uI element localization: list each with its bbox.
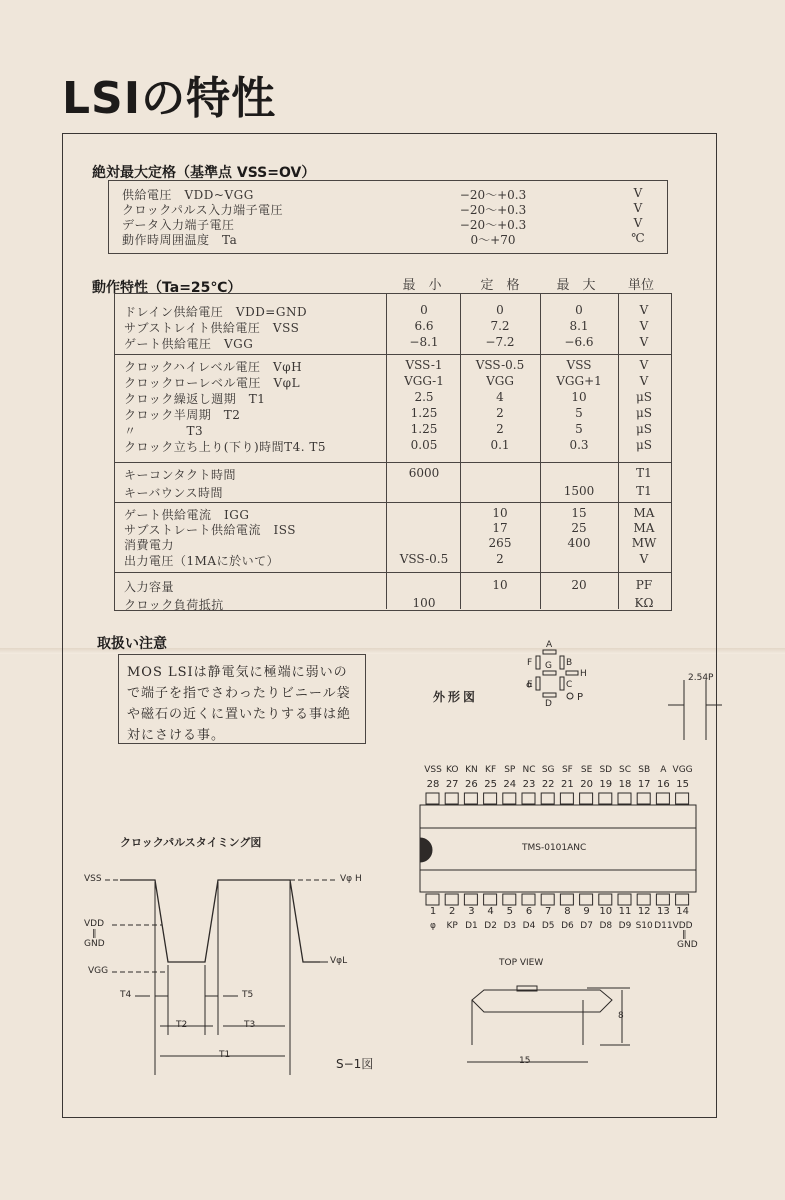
abs-max-value: −20〜+0.3 bbox=[459, 218, 527, 232]
bottom-pin bbox=[618, 894, 631, 905]
op-unit-value: V bbox=[639, 303, 649, 317]
abs-max-unit: ℃ bbox=[631, 231, 645, 245]
bottom-pin bbox=[676, 894, 689, 905]
op-unit-value: MW bbox=[631, 536, 657, 550]
op-typ-value: 10 bbox=[492, 578, 508, 592]
op-typ-value: 0.1 bbox=[490, 438, 510, 452]
timing-waveform bbox=[105, 880, 338, 1075]
t2-label: T2 bbox=[176, 1020, 188, 1030]
bottom-pin-name: D5 bbox=[541, 921, 555, 931]
top-pin bbox=[599, 793, 612, 804]
op-unit-value: V bbox=[639, 358, 649, 372]
col-unit-header: 単位 bbox=[627, 278, 654, 293]
top-view-label: TOP VIEW bbox=[499, 958, 544, 968]
op-typ-value: 4 bbox=[496, 390, 504, 404]
abs-max-unit: V bbox=[633, 186, 643, 200]
op-unit-value: μS bbox=[635, 438, 653, 452]
top-pin-number: 19 bbox=[599, 779, 613, 790]
bottom-pin-number: 1 bbox=[429, 906, 437, 917]
bottom-pin bbox=[484, 894, 497, 905]
top-view-width: 15 bbox=[519, 1056, 531, 1066]
op-min-value: VGG-1 bbox=[404, 374, 444, 388]
col-max-header: 最 大 bbox=[556, 278, 596, 293]
t5-label: T5 bbox=[242, 990, 254, 1000]
gnd-label: GND bbox=[84, 939, 105, 949]
segment-letter-c: C bbox=[566, 680, 573, 690]
bottom-pin bbox=[464, 894, 477, 905]
t3-label: T3 bbox=[244, 1020, 256, 1030]
bottom-pin-number: 3 bbox=[468, 906, 475, 917]
top-view-height: 8 bbox=[618, 1011, 624, 1021]
op-unit-value: V bbox=[639, 319, 649, 333]
top-pin bbox=[522, 793, 535, 804]
top-pin-name: SF bbox=[561, 765, 573, 775]
op-typ-value: VGG bbox=[486, 374, 514, 388]
bottom-pin bbox=[637, 894, 650, 905]
top-pin-name: SC bbox=[619, 765, 631, 775]
op-typ-value: 2 bbox=[496, 406, 504, 420]
top-pin bbox=[656, 793, 669, 804]
page-title: LSIの特性 bbox=[62, 73, 277, 124]
op-param-label: クロックハイレベル電圧 VφH bbox=[124, 360, 303, 374]
op-param-label: キーコンタクト時間 bbox=[124, 468, 237, 482]
segment-letter-d: D bbox=[545, 699, 552, 709]
op-max-value: 5 bbox=[575, 422, 583, 436]
top-pin-name: NC bbox=[522, 765, 536, 775]
op-param-label: クロック半周期 T2 bbox=[124, 408, 241, 422]
vdd-gnd-eq: ‖ bbox=[92, 929, 97, 939]
top-pin bbox=[618, 793, 631, 804]
bottom-pin bbox=[656, 894, 669, 905]
op-param-label: サブストレイト供給電圧 VSS bbox=[124, 321, 300, 335]
top-pin-name: A bbox=[660, 765, 667, 775]
bottom-pin-number: 8 bbox=[564, 906, 571, 917]
op-max-value: 10 bbox=[571, 390, 587, 404]
handling-note: MOS LSIは静電気に極端に弱いので端子を指でさわったりビニール袋や磁石の近くに置いたりする事は絶対にさける事。 bbox=[118, 654, 366, 744]
op-typ-value: 7.2 bbox=[490, 319, 510, 333]
top-view-drawing bbox=[467, 986, 630, 1062]
top-pin bbox=[426, 793, 439, 804]
t4-label: T4 bbox=[120, 990, 132, 1000]
op-min-value: 1.25 bbox=[410, 422, 438, 436]
bottom-pin-name: D9 bbox=[618, 921, 632, 931]
bottom-pin-name: D8 bbox=[599, 921, 613, 931]
op-min-value: VSS-0.5 bbox=[399, 552, 449, 566]
top-pin-name: VSS bbox=[424, 765, 442, 775]
op-max-value: 8.1 bbox=[569, 319, 589, 333]
top-pin-number: 18 bbox=[618, 779, 632, 790]
top-pin bbox=[484, 793, 497, 804]
op-typ-value: 2 bbox=[496, 422, 504, 436]
segment-letter-a: A bbox=[546, 640, 553, 650]
bottom-pin bbox=[599, 894, 612, 905]
op-max-value: 25 bbox=[571, 521, 587, 535]
op-param-label: クロック負荷抵抗 bbox=[124, 598, 224, 612]
col-min-header: 最 小 bbox=[402, 278, 442, 293]
op-param-label: ゲート供給電流 IGG bbox=[124, 508, 250, 522]
bottom-pin bbox=[426, 894, 439, 905]
op-min-value: 2.5 bbox=[414, 390, 434, 404]
abs-max-value: −20〜+0.3 bbox=[459, 188, 527, 202]
bottom-pin-name: D1 bbox=[465, 921, 478, 931]
op-param-label: クロックローレベル電圧 VφL bbox=[124, 376, 301, 390]
op-min-value: 0 bbox=[420, 303, 428, 317]
op-max-value: 20 bbox=[571, 578, 587, 592]
top-pin bbox=[637, 793, 650, 804]
abs-max-label: データ入力端子電圧 bbox=[122, 218, 235, 232]
op-typ-value: 10 bbox=[492, 506, 508, 520]
op-unit-value: T1 bbox=[636, 484, 652, 498]
top-pin bbox=[464, 793, 477, 804]
op-min-value: VSS-1 bbox=[405, 358, 443, 372]
bottom-pin-name: D7 bbox=[580, 921, 593, 931]
op-unit-value: μS bbox=[635, 422, 653, 436]
bottom-pin-number: 10 bbox=[599, 906, 613, 917]
op-unit-value: MA bbox=[633, 506, 655, 520]
top-pin-name: VGG bbox=[672, 765, 693, 775]
col-typ-header: 定 格 bbox=[480, 278, 520, 293]
top-pin-number: 25 bbox=[484, 779, 497, 790]
op-max-value: 15 bbox=[571, 506, 587, 520]
top-pin-number: 22 bbox=[541, 779, 555, 790]
bottom-pin-number: 6 bbox=[525, 906, 533, 917]
top-pin-name: KF bbox=[485, 765, 497, 775]
top-pin-name: SD bbox=[599, 765, 613, 775]
bottom-pin-number: 7 bbox=[545, 906, 552, 917]
vl-label: VφL bbox=[330, 956, 348, 966]
top-pin-name: SP bbox=[504, 765, 516, 775]
abs-max-value: −20〜+0.3 bbox=[459, 203, 527, 217]
op-min-value: 100 bbox=[412, 596, 436, 610]
bottom-pin-number: 4 bbox=[487, 906, 494, 917]
top-pin-name: SG bbox=[541, 765, 555, 775]
top-pin-number: 17 bbox=[637, 779, 651, 790]
abs-max-unit: V bbox=[633, 216, 643, 230]
segment-letter-g: G bbox=[545, 661, 552, 671]
op-unit-value: MA bbox=[633, 521, 655, 535]
bottom-pin-name: D11 bbox=[654, 921, 673, 931]
figure-label: S−1図 bbox=[336, 1057, 374, 1071]
op-typ-value: 17 bbox=[492, 521, 508, 535]
op-param-label: 入力容量 bbox=[124, 580, 175, 594]
op-unit-value: μS bbox=[635, 406, 653, 420]
op-unit-value: V bbox=[639, 335, 649, 349]
top-pin-name: SB bbox=[638, 765, 651, 775]
bottom-pin-number: 2 bbox=[449, 906, 456, 917]
outline-caption: 外形図 bbox=[433, 690, 479, 704]
bottom-pin-number: 13 bbox=[657, 906, 670, 917]
abs-max-unit: V bbox=[633, 201, 643, 215]
top-pin-number: 26 bbox=[465, 779, 478, 790]
top-pin-name: KN bbox=[465, 765, 478, 775]
abs-max-heading: 絶対最大定格（基準点 VSS=OV） bbox=[92, 165, 316, 181]
bottom-pin bbox=[541, 894, 554, 905]
t1-label: T1 bbox=[219, 1050, 231, 1060]
bottom-pin-name: D2 bbox=[484, 921, 497, 931]
vdd-label: VDD bbox=[84, 919, 105, 929]
vgg-label: VGG bbox=[88, 966, 109, 976]
op-unit-value: T1 bbox=[636, 466, 652, 480]
op-typ-value: −7.2 bbox=[485, 335, 515, 349]
top-pin bbox=[560, 793, 573, 804]
top-pin-number: 28 bbox=[426, 779, 440, 790]
bottom-pin-number: 14 bbox=[676, 906, 689, 917]
abs-max-label: クロックパルス入力端子電圧 bbox=[122, 203, 284, 217]
bottom-pin bbox=[560, 894, 573, 905]
top-pin-name: KO bbox=[445, 765, 459, 775]
op-min-value: −8.1 bbox=[409, 335, 439, 349]
bottom-pin-name: D3 bbox=[503, 921, 517, 931]
abs-max-value: 0〜+70 bbox=[470, 233, 516, 247]
bottom-pin-number: 9 bbox=[583, 906, 590, 917]
top-pin-number: 20 bbox=[580, 779, 593, 790]
op-param-label: ゲート供給電圧 VGG bbox=[124, 337, 254, 351]
top-pin-number: 16 bbox=[657, 779, 670, 790]
op-param-label: クロック繰返し週期 T1 bbox=[124, 392, 266, 406]
op-param-label: クロック立ち上り(下り)時間T4. T5 bbox=[124, 440, 327, 454]
op-unit-value: V bbox=[639, 374, 649, 388]
op-param-label: 〃 T3 bbox=[124, 424, 204, 438]
handling-heading: 取扱い注意 bbox=[97, 636, 167, 652]
bottom-pin bbox=[522, 894, 535, 905]
op-max-value: 0.3 bbox=[569, 438, 589, 452]
timing-heading: クロックパルスタイミング図 bbox=[120, 836, 262, 849]
op-param-label: 出力電圧（1MAに於いて） bbox=[124, 554, 280, 568]
bottom-pin-name: S10 bbox=[635, 921, 653, 931]
op-min-value: 1.25 bbox=[410, 406, 438, 420]
segment-letter-b: B bbox=[566, 658, 573, 668]
op-max-value: 0 bbox=[575, 303, 583, 317]
op-typ-value: 0 bbox=[496, 303, 504, 317]
op-param-label: キーバウンス時間 bbox=[124, 486, 224, 500]
top-pin-number: 23 bbox=[522, 779, 536, 790]
bottom-pin bbox=[580, 894, 593, 905]
vss-label: VSS bbox=[84, 874, 102, 884]
bottom-pin bbox=[445, 894, 458, 905]
op-typ-value: 265 bbox=[488, 536, 512, 550]
bottom-pin bbox=[503, 894, 516, 905]
segment-letter-h: H bbox=[580, 669, 587, 679]
op-max-value: VGG+1 bbox=[556, 374, 602, 388]
pitch-label: 2.54P bbox=[688, 673, 714, 683]
op-unit-value: V bbox=[639, 552, 649, 566]
top-pin-name: SE bbox=[580, 765, 593, 775]
top-pin-number: 24 bbox=[503, 779, 517, 790]
op-max-value: 1500 bbox=[563, 484, 595, 498]
bottom-pin-name: VDD bbox=[672, 921, 693, 931]
op-typ-value: 2 bbox=[496, 552, 504, 566]
vdd-eq-mark: ‖ bbox=[682, 930, 687, 940]
op-param-label: サブストレート供給電流 ISS bbox=[124, 523, 296, 537]
op-param-label: ドレイン供給電圧 VDD=GND bbox=[124, 305, 308, 319]
bottom-pin-number: 12 bbox=[637, 906, 651, 917]
op-min-value: 0.05 bbox=[410, 438, 438, 452]
top-pin bbox=[580, 793, 593, 804]
abs-max-label: 動作時周囲温度 Ta bbox=[122, 233, 238, 247]
bottom-pin-number: 11 bbox=[618, 906, 632, 917]
chip-marking: TMS-0101ANC bbox=[522, 843, 587, 853]
top-pin bbox=[541, 793, 554, 804]
vh-label: Vφ H bbox=[340, 874, 362, 884]
bottom-pin-number: 5 bbox=[506, 906, 513, 917]
top-pin-number: 21 bbox=[561, 779, 574, 790]
bottom-pin-name: φ bbox=[430, 921, 436, 931]
op-max-value: −6.6 bbox=[564, 335, 594, 349]
op-heading: 動作特性（Ta=25℃） bbox=[92, 280, 242, 296]
op-min-value: 6000 bbox=[408, 466, 440, 480]
segment-letter-p: P bbox=[577, 692, 584, 703]
gnd-pin-label: GND bbox=[677, 940, 698, 950]
abs-max-label: 供給電圧 VDD~VGG bbox=[122, 188, 254, 202]
op-min-value: 6.6 bbox=[414, 319, 434, 333]
op-unit-value: μS bbox=[635, 390, 653, 404]
op-max-value: VSS bbox=[566, 358, 592, 372]
segment-letter-f: F bbox=[527, 658, 533, 668]
pin-pitch-mark bbox=[668, 680, 722, 740]
top-pin bbox=[676, 793, 689, 804]
op-typ-value: VSS-0.5 bbox=[475, 358, 525, 372]
top-pin-number: 27 bbox=[445, 779, 459, 790]
op-unit-value: KΩ bbox=[634, 596, 654, 610]
top-pin bbox=[503, 793, 516, 804]
top-pin-number: 15 bbox=[676, 779, 689, 790]
op-max-value: 400 bbox=[567, 536, 591, 550]
bottom-pin-name: D6 bbox=[561, 921, 574, 931]
op-unit-value: PF bbox=[635, 578, 653, 592]
op-max-value: 5 bbox=[575, 406, 583, 420]
top-pin bbox=[445, 793, 458, 804]
op-param-label: 消費電力 bbox=[124, 538, 175, 552]
bottom-pin-name: KP bbox=[446, 921, 458, 931]
bottom-pin-name: D4 bbox=[522, 921, 536, 931]
segment-letter-e: E bbox=[527, 680, 533, 690]
